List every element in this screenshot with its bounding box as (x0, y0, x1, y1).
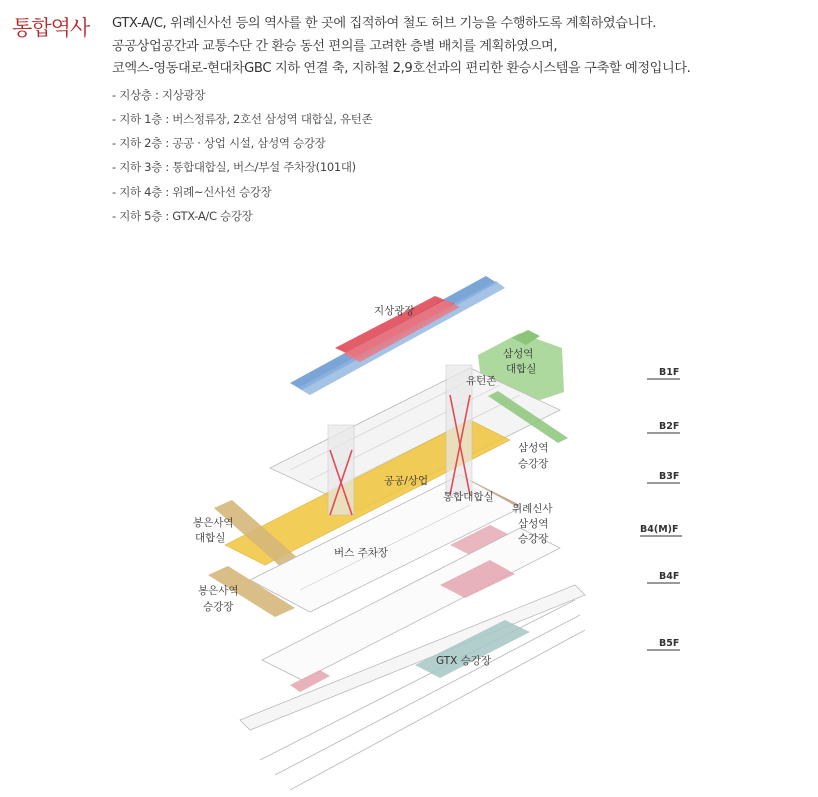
label-wirye-2: 삼성역 (518, 518, 549, 530)
label-bongeunsa-concourse-1: 봉은사역 (193, 517, 234, 529)
level-b3f: B3F (659, 471, 680, 482)
level-b1f: B1F (659, 367, 680, 378)
level-b4f: B4F (659, 571, 680, 582)
label-bongeunsa-concourse-2: 대합실 (195, 532, 226, 544)
label-samseong-concourse-1: 삼성역 (503, 348, 534, 360)
label-bongeunsa-platform-1: 봉은사역 (198, 585, 239, 597)
section-title: 통합역사 (12, 16, 90, 40)
floor-list-item: - 지하 3층 : 통합대합실, 버스/부설 주차장(101대) (112, 160, 356, 175)
label-bus-parking: 버스 주차장 (334, 547, 389, 559)
label-u-turn: 유턴존 (466, 375, 497, 387)
label-gtx-platform: GTX 승강장 (436, 655, 492, 667)
label-bongeunsa-platform-2: 승강장 (203, 601, 234, 613)
level-markers (640, 367, 682, 650)
description-line-1: GTX-A/C, 위례신사선 등의 역사를 한 곳에 집적하여 철도 허브 기능을 수행하도록 계획하였습니다. (112, 16, 657, 31)
floor-list-item: - 지상층 : 지상광장 (112, 87, 206, 102)
description-line-2: 공공상업공간과 교통수단 간 환승 동선 편의를 고려한 층별 배치를 계획하였으며, (112, 38, 558, 54)
level-b2f: B2F (659, 421, 680, 432)
floor-list-item: - 지하 5층 : GTX-A/C 승강장 (112, 208, 253, 223)
floor-list-item: - 지하 4층 : 위례~신사선 승강장 (112, 184, 272, 199)
label-ground-plaza: 지상광장 (374, 305, 415, 317)
label-samseong-platform-2: 승강장 (518, 458, 549, 470)
floor-list-item: - 지하 2층 : 공공 · 상업 시설, 삼성역 승강장 (112, 136, 326, 151)
label-wirye-3: 승강장 (518, 533, 549, 545)
label-integrated-concourse: 통합대합실 (443, 491, 494, 503)
label-wirye-1: 위례신사 (512, 503, 553, 515)
description-line-3: 코엑스-영동대로-현대차GBC 지하 연결 축, 지하철 2,9호선과의 편리한 환승시스템을 구축할 예정입니다. (112, 61, 691, 76)
label-samseong-concourse-2: 대합실 (506, 363, 537, 375)
floor-list-item: - 지하 1층 : 버스정류장, 2호선 삼성역 대합실, 유턴존 (112, 111, 373, 126)
label-public-commercial: 공공/상업 (384, 475, 429, 487)
label-samseong-platform-1: 삼성역 (518, 442, 549, 454)
level-b4mf: B4(M)F (640, 524, 679, 535)
level-b5f: B5F (659, 638, 680, 649)
